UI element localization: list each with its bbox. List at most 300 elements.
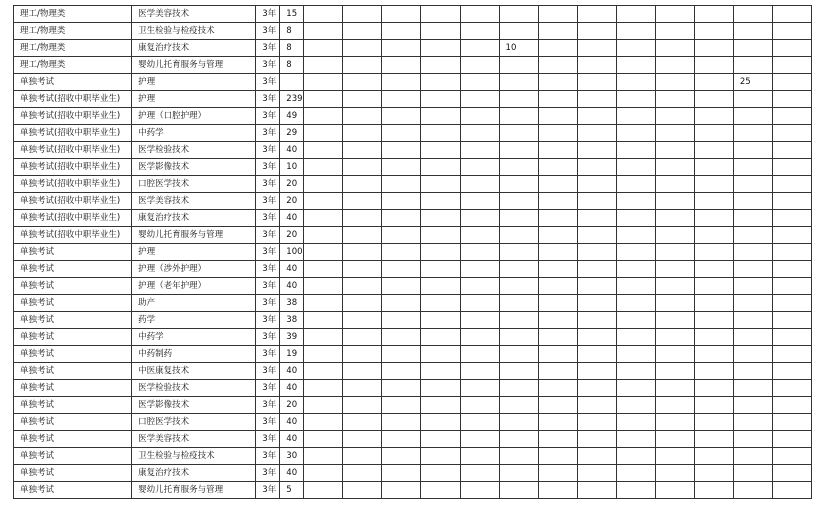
empty-cell [499,227,538,244]
empty-cell [577,125,616,142]
empty-cell [343,6,382,23]
empty-cell [577,108,616,125]
empty-cell [421,244,460,261]
empty-cell [304,397,343,414]
duration-cell: 3年 [256,227,280,244]
empty-cell [655,142,694,159]
empty-cell [733,108,772,125]
empty-cell [772,431,811,448]
duration-cell: 3年 [256,414,280,431]
plan-count-cell: 100 [280,244,304,261]
major-cell: 中药学 [132,329,256,346]
empty-cell [772,125,811,142]
table-row [14,142,812,159]
plan-count-cell: 20 [280,193,304,210]
empty-cell [343,397,382,414]
empty-cell [421,57,460,74]
duration-cell: 3年 [256,193,280,210]
major-cell: 康复治疗技术 [132,210,256,227]
empty-cell [343,244,382,261]
empty-cell [772,176,811,193]
empty-cell [538,193,577,210]
empty-cell [382,278,421,295]
empty-cell [616,74,655,91]
empty-cell [382,176,421,193]
empty-cell [733,380,772,397]
empty-cell [616,312,655,329]
empty-cell [616,482,655,499]
plan-count-cell: 40 [280,363,304,380]
empty-cell [577,176,616,193]
empty-cell [616,210,655,227]
empty-cell [382,125,421,142]
empty-cell [421,465,460,482]
empty-cell [655,23,694,40]
empty-cell [538,431,577,448]
category-cell: 单独考试(招收中职毕业生) [14,227,132,244]
empty-cell [460,244,499,261]
empty-cell [343,329,382,346]
empty-cell [772,329,811,346]
empty-cell [460,210,499,227]
empty-cell [577,193,616,210]
empty-cell [733,91,772,108]
major-cell: 中药学 [132,125,256,142]
plan-count-cell: 15 [280,6,304,23]
plan-count-cell: 20 [280,227,304,244]
empty-cell [577,482,616,499]
category-cell: 单独考试 [14,482,132,499]
empty-cell [616,125,655,142]
empty-cell [694,40,733,57]
plan-count-cell: 39 [280,329,304,346]
empty-cell [304,57,343,74]
empty-cell [460,176,499,193]
empty-cell [694,210,733,227]
major-cell: 卫生检验与检疫技术 [132,448,256,465]
empty-cell [577,414,616,431]
empty-cell [382,380,421,397]
empty-cell [538,108,577,125]
empty-cell [382,6,421,23]
plan-count-cell: 40 [280,210,304,227]
empty-cell [772,312,811,329]
duration-cell: 3年 [256,142,280,159]
empty-cell [655,193,694,210]
empty-cell [460,6,499,23]
empty-cell [733,261,772,278]
empty-cell [655,312,694,329]
empty-cell [733,397,772,414]
category-cell: 理工/物理类 [14,57,132,74]
empty-cell [655,74,694,91]
empty-cell [772,465,811,482]
empty-cell [772,193,811,210]
table-row [14,397,812,414]
empty-cell [616,227,655,244]
plan-count-cell: 29 [280,125,304,142]
empty-cell [655,91,694,108]
empty-cell [421,278,460,295]
category-cell: 单独考试 [14,312,132,329]
empty-cell [733,482,772,499]
empty-cell [616,91,655,108]
empty-cell [616,159,655,176]
empty-cell [499,414,538,431]
empty-cell [343,312,382,329]
empty-cell [694,57,733,74]
plan-count-cell: 40 [280,142,304,159]
empty-cell [733,159,772,176]
empty-cell [382,482,421,499]
empty-cell [733,244,772,261]
major-cell: 中药制药 [132,346,256,363]
empty-cell [343,193,382,210]
empty-cell [577,227,616,244]
empty-cell [538,159,577,176]
duration-cell: 3年 [256,108,280,125]
table-row [14,431,812,448]
empty-cell [382,329,421,346]
empty-cell [577,329,616,346]
empty-cell [733,329,772,346]
empty-cell [421,176,460,193]
empty-cell [382,431,421,448]
empty-cell [460,482,499,499]
empty-cell [421,193,460,210]
duration-cell: 3年 [256,57,280,74]
empty-cell [655,363,694,380]
empty-cell [421,91,460,108]
empty-cell [733,363,772,380]
major-cell: 药学 [132,312,256,329]
major-cell: 口腔医学技术 [132,176,256,193]
empty-cell [694,6,733,23]
empty-cell [382,57,421,74]
empty-cell [304,227,343,244]
duration-cell: 3年 [256,125,280,142]
empty-cell [343,125,382,142]
duration-cell: 3年 [256,397,280,414]
table-row [14,278,812,295]
empty-cell [655,295,694,312]
category-cell: 单独考试 [14,261,132,278]
plan-count-cell: 40 [280,431,304,448]
empty-cell [304,176,343,193]
empty-cell [343,210,382,227]
empty-cell [538,414,577,431]
empty-cell [499,108,538,125]
duration-cell: 3年 [256,363,280,380]
empty-cell [577,6,616,23]
empty-cell [460,431,499,448]
table-row [14,329,812,346]
empty-cell [772,295,811,312]
empty-cell [343,57,382,74]
empty-cell [538,227,577,244]
empty-cell [421,312,460,329]
empty-cell [772,278,811,295]
empty-cell [460,346,499,363]
category-cell: 单独考试(招收中职毕业生) [14,108,132,125]
empty-cell [616,23,655,40]
empty-cell [304,261,343,278]
empty-cell [655,244,694,261]
table-row [14,295,812,312]
empty-cell [460,40,499,57]
empty-cell [577,23,616,40]
table-row [14,6,812,23]
empty-cell [694,193,733,210]
duration-cell: 3年 [256,159,280,176]
empty-cell [577,312,616,329]
empty-cell [772,414,811,431]
empty-cell [499,397,538,414]
empty-cell [616,176,655,193]
empty-cell [655,346,694,363]
empty-cell [460,23,499,40]
table-row [14,380,812,397]
empty-cell [304,482,343,499]
category-cell: 单独考试(招收中职毕业生) [14,142,132,159]
empty-cell [382,363,421,380]
category-cell: 单独考试 [14,414,132,431]
empty-cell [343,482,382,499]
empty-cell [538,346,577,363]
category-cell: 单独考试(招收中职毕业生) [14,210,132,227]
plan-count-cell: 8 [280,57,304,74]
plan-count-cell: 49 [280,108,304,125]
empty-cell [421,125,460,142]
empty-cell [655,261,694,278]
major-cell: 医学检验技术 [132,142,256,159]
empty-cell [499,193,538,210]
empty-cell [616,363,655,380]
empty-cell [421,431,460,448]
empty-cell [421,227,460,244]
plan-count-cell: 38 [280,312,304,329]
empty-cell [538,176,577,193]
empty-cell [694,23,733,40]
empty-cell [421,329,460,346]
empty-cell [772,142,811,159]
empty-cell [382,414,421,431]
empty-cell [460,312,499,329]
empty-cell [577,261,616,278]
empty-cell [694,482,733,499]
duration-cell: 3年 [256,431,280,448]
empty-cell [733,431,772,448]
empty-cell [655,397,694,414]
empty-cell [343,227,382,244]
empty-cell [655,380,694,397]
empty-cell [577,91,616,108]
empty-cell [460,57,499,74]
empty-cell [421,6,460,23]
major-cell: 医学影像技术 [132,397,256,414]
empty-cell [421,397,460,414]
plan-count-cell: 40 [280,414,304,431]
empty-cell [733,295,772,312]
empty-cell [577,142,616,159]
empty-cell [304,380,343,397]
empty-cell [499,295,538,312]
empty-cell [460,142,499,159]
major-cell: 婴幼儿托育服务与管理 [132,482,256,499]
empty-cell [538,295,577,312]
empty-cell [343,91,382,108]
empty-cell [733,465,772,482]
table-row [14,40,812,57]
empty-cell [772,244,811,261]
empty-cell [577,40,616,57]
empty-cell [304,125,343,142]
empty-cell [655,465,694,482]
empty-cell [772,23,811,40]
empty-cell [694,329,733,346]
table-row [14,244,812,261]
empty-cell [772,74,811,91]
empty-cell [733,346,772,363]
empty-cell [694,142,733,159]
empty-cell [733,193,772,210]
empty-cell [733,414,772,431]
duration-cell: 3年 [256,210,280,227]
empty-cell [772,6,811,23]
empty-cell [772,227,811,244]
empty-cell [421,74,460,91]
empty-cell [304,312,343,329]
category-cell: 单独考试(招收中职毕业生) [14,193,132,210]
empty-cell [694,397,733,414]
empty-cell [304,108,343,125]
major-cell: 助产 [132,295,256,312]
empty-cell [499,431,538,448]
empty-cell [499,125,538,142]
empty-cell [538,23,577,40]
category-cell: 单独考试 [14,244,132,261]
empty-cell [694,346,733,363]
empty-cell [577,159,616,176]
empty-cell [343,448,382,465]
major-cell: 医学美容技术 [132,6,256,23]
plan-count-cell: 40 [280,278,304,295]
empty-cell [616,193,655,210]
empty-cell [616,57,655,74]
empty-cell [694,312,733,329]
empty-cell [655,414,694,431]
empty-cell [616,142,655,159]
empty-cell [382,210,421,227]
duration-cell: 3年 [256,6,280,23]
empty-cell [304,431,343,448]
duration-cell: 3年 [256,295,280,312]
empty-cell [304,142,343,159]
major-cell: 护理（口腔护理） [132,108,256,125]
duration-cell: 3年 [256,312,280,329]
major-cell: 护理 [132,74,256,91]
empty-cell [460,193,499,210]
empty-cell [343,40,382,57]
category-cell: 单独考试 [14,465,132,482]
empty-cell [694,74,733,91]
table-row [14,363,812,380]
empty-cell [694,227,733,244]
empty-cell [304,465,343,482]
empty-cell [772,261,811,278]
plan-count-cell: 10 [280,159,304,176]
empty-cell [304,295,343,312]
empty-cell [772,159,811,176]
empty-cell [382,261,421,278]
empty-cell [616,414,655,431]
empty-cell [499,329,538,346]
empty-cell [577,380,616,397]
empty-cell [538,74,577,91]
empty-cell [694,125,733,142]
empty-cell [733,312,772,329]
duration-cell: 3年 [256,40,280,57]
empty-cell [382,397,421,414]
empty-cell [460,414,499,431]
empty-cell [733,125,772,142]
duration-cell: 3年 [256,23,280,40]
duration-cell: 3年 [256,91,280,108]
category-cell: 单独考试(招收中职毕业生) [14,91,132,108]
empty-cell [343,363,382,380]
empty-cell [655,482,694,499]
empty-cell [304,74,343,91]
empty-cell [304,329,343,346]
empty-cell [421,414,460,431]
empty-cell [343,108,382,125]
empty-cell [616,346,655,363]
empty-cell [499,176,538,193]
empty-cell [343,176,382,193]
category-cell: 单独考试(招收中职毕业生) [14,125,132,142]
category-cell: 单独考试 [14,346,132,363]
empty-cell [655,125,694,142]
empty-cell [616,465,655,482]
empty-cell [616,295,655,312]
empty-cell [538,278,577,295]
enrollment-plan-table [13,5,812,499]
empty-cell [772,210,811,227]
empty-cell [499,448,538,465]
empty-cell [343,346,382,363]
empty-cell [616,108,655,125]
category-cell: 单独考试 [14,329,132,346]
empty-cell [460,91,499,108]
extra-count-cell: 10 [499,40,538,57]
empty-cell [694,108,733,125]
empty-cell [382,91,421,108]
empty-cell [382,244,421,261]
empty-cell [421,448,460,465]
empty-cell [499,465,538,482]
empty-cell [421,363,460,380]
empty-cell [538,380,577,397]
empty-cell [694,295,733,312]
empty-cell [538,210,577,227]
empty-cell [655,57,694,74]
empty-cell [304,363,343,380]
empty-cell [304,448,343,465]
plan-count-cell: 20 [280,397,304,414]
empty-cell [382,108,421,125]
empty-cell [499,91,538,108]
empty-cell [655,431,694,448]
